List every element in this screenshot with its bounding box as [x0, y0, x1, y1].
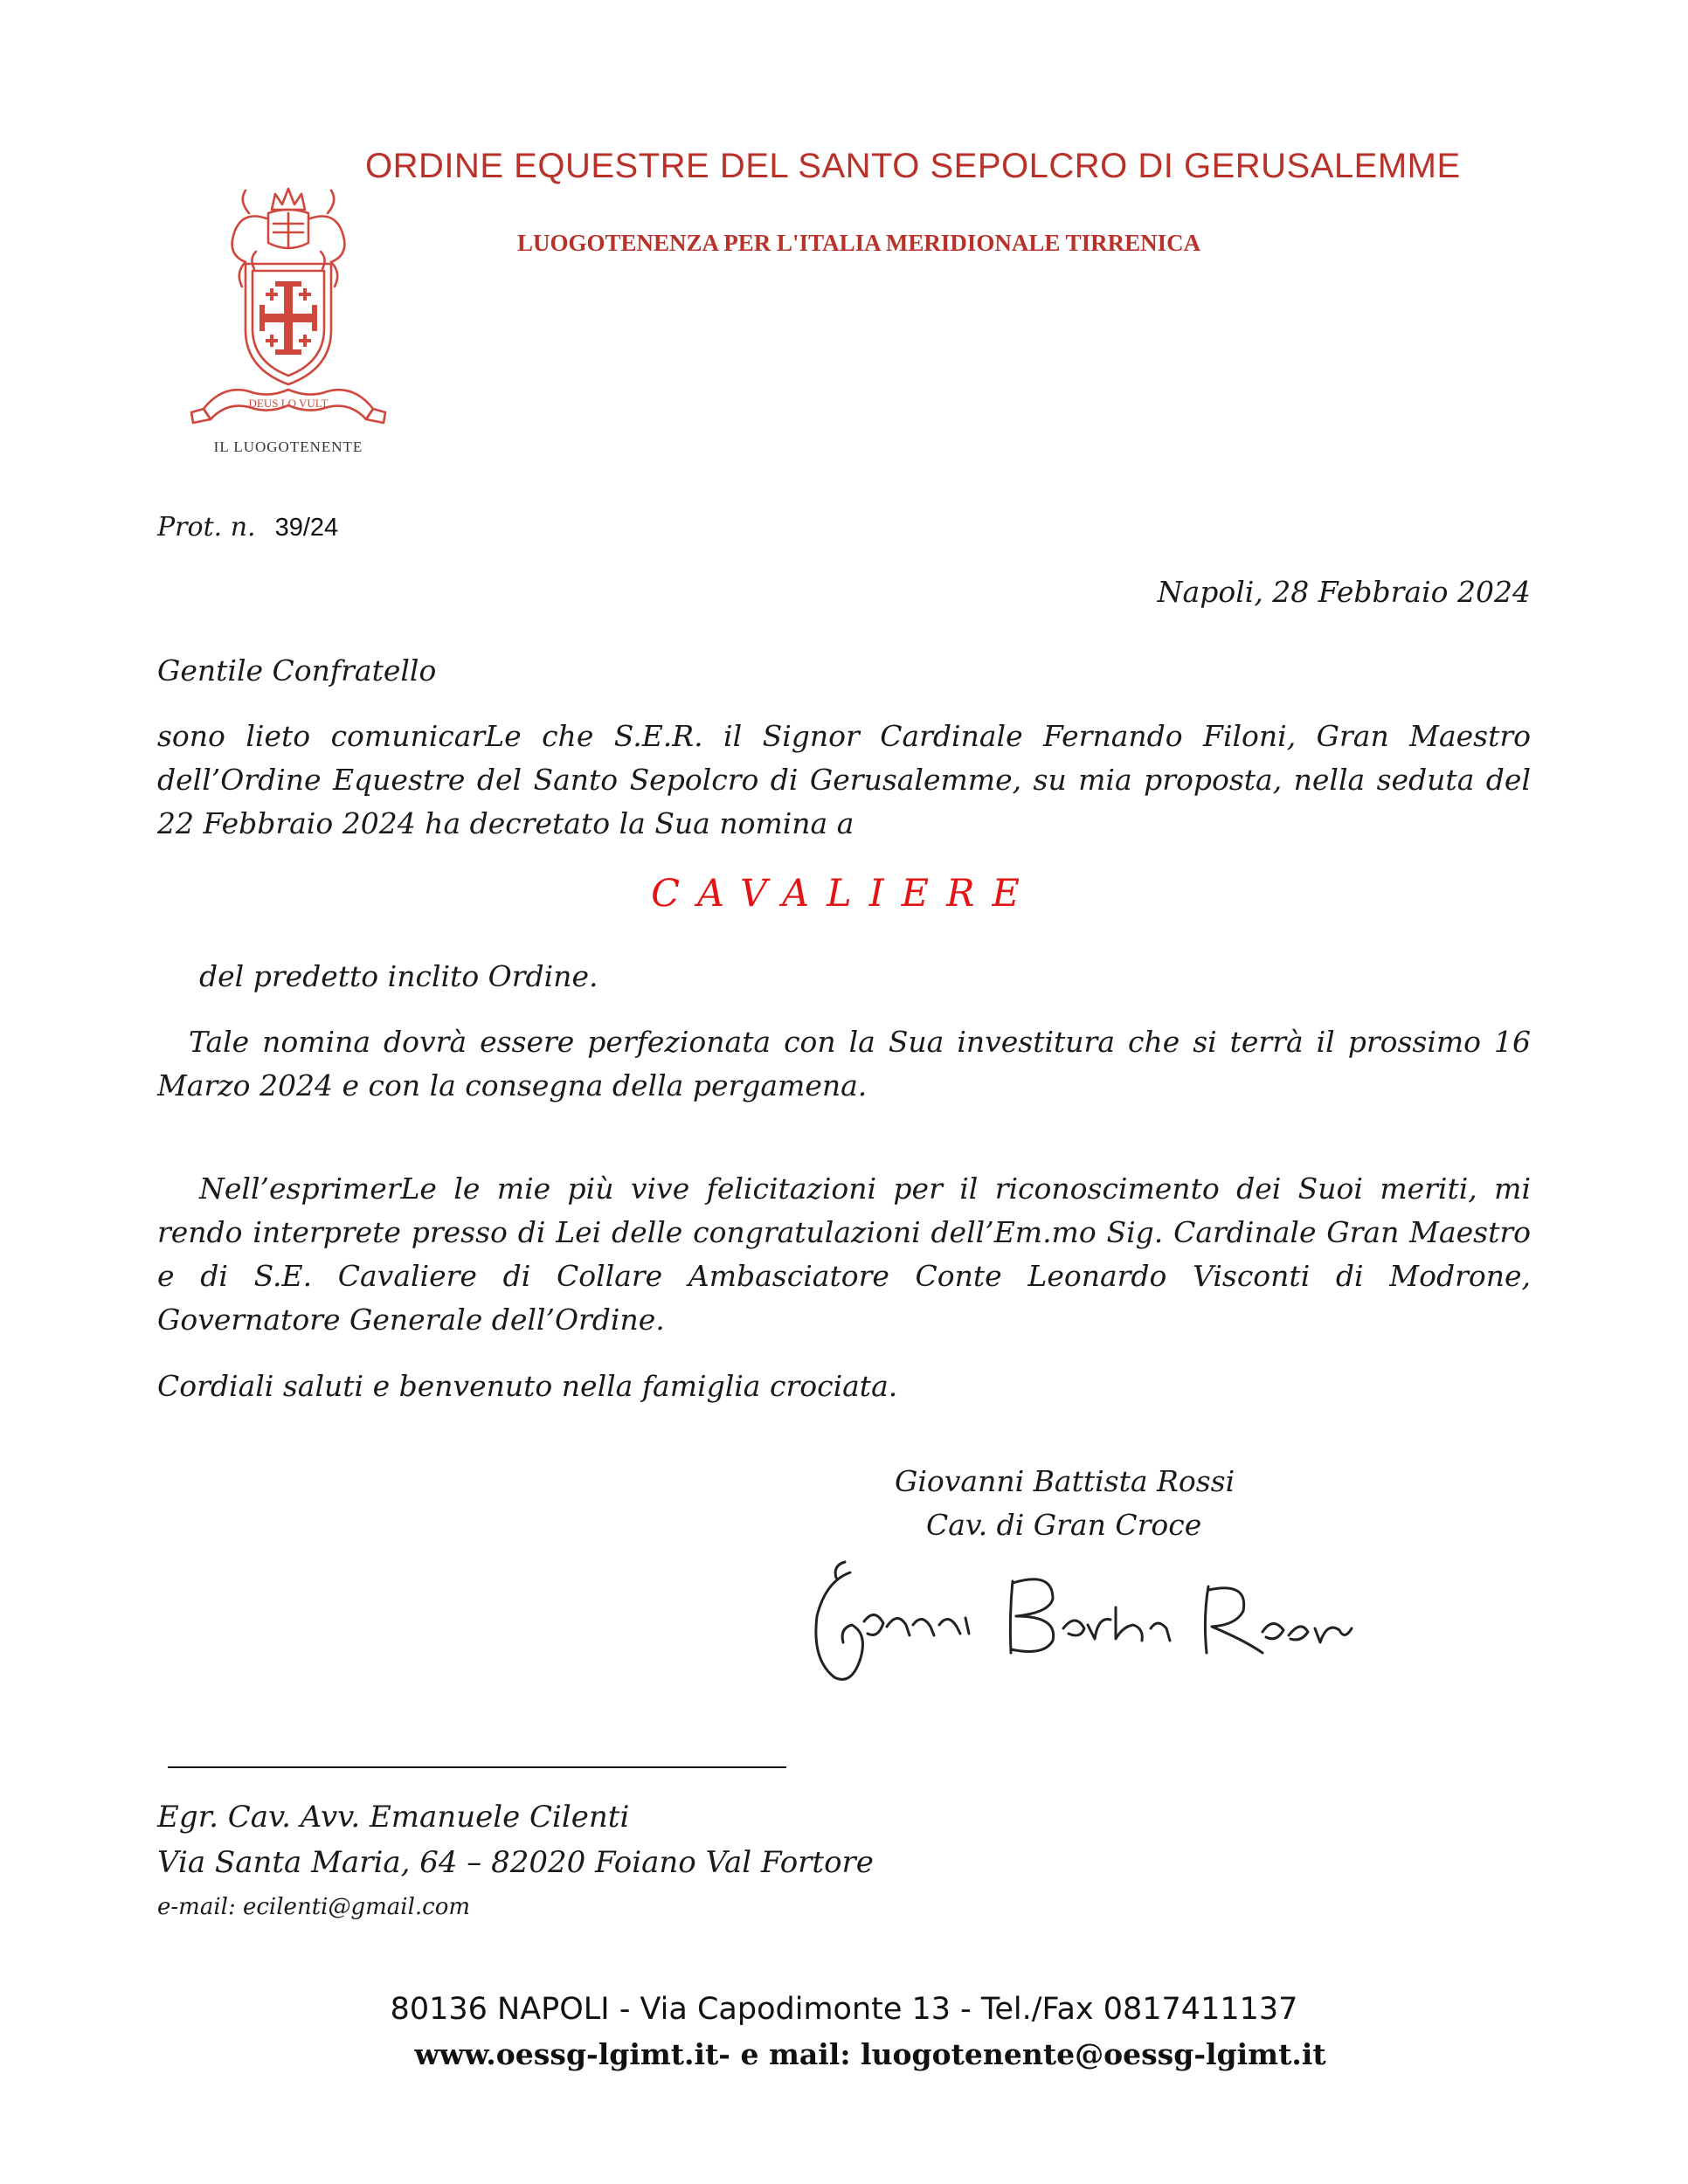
- salutation: Gentile Confratello: [157, 653, 437, 688]
- signatory-name: Giovanni Battista Rossi: [895, 1464, 1235, 1498]
- protocol-label: Prot. n.: [157, 512, 256, 543]
- organization-name: ORDINE EQUESTRE DEL SANTO SEPOLCRO DI GERUSALEMME: [365, 147, 1461, 185]
- organization-subtitle: LUOGOTENENZA PER L'ITALIA MERIDIONALE TIRRENICA: [517, 230, 1201, 256]
- protocol-number: [157, 512, 338, 543]
- crest-caption: IL LUOGOTENENTE: [213, 439, 363, 455]
- recipient-email: e-mail: ecilenti@gmail.com: [157, 1894, 471, 1920]
- paragraph-nomination: sono lieto comunicarLe che S.E.R. il Signor Cardinale Fernando Filoni, Gran Maestro dell’Ordine Equestre del Santo Sepolcro di Gerusalemme, su mia proposta, nella seduta del 22 Febbraio 2024 ha decretato la Sua nomina a: [157, 719, 1531, 840]
- paragraph-order: del predetto inclito Ordine.: [199, 959, 598, 993]
- paragraph-congratulations: Nell’esprimerLe le mie più vive felicitazioni per il riconoscimento dei Suoi meriti, mi rendo interprete presso di Lei delle congratulazioni dell’Em.mo Sig. Cardinale Gran Maestro e di S.E. Cavaliere di Collare Ambasciatore Conte Leonardo Visconti di Modrone, Governatore Generale dell’Ordine.: [157, 1171, 1531, 1337]
- closing-line: Cordiali saluti e benvenuto nella famiglia crociata.: [157, 1369, 898, 1403]
- footer-web: www.oessg-lgimt.it- e mail: luogotenente@oessg-lgimt.it: [414, 2037, 1326, 2071]
- protocol-value: 39/24: [274, 514, 339, 542]
- handwritten-signature: [791, 1555, 1367, 1699]
- rank-title: CAVALIERE: [651, 872, 1037, 916]
- recipient-address: Via Santa Maria, 64 – 82020 Foiano Val Fortore: [157, 1845, 874, 1880]
- order-crest-icon: [188, 175, 389, 428]
- paragraph-investiture: Tale nomina dovrà essere perfezionata con la Sua investitura che si terrà il prossimo 16 Marzo 2024 e con la consegna della pergamena.: [157, 1025, 1531, 1102]
- signatory-title: Cav. di Gran Croce: [926, 1508, 1202, 1542]
- recipient-divider: [168, 1766, 786, 1768]
- footer-address: 80136 NAPOLI - Via Capodimonte 13 - Tel./Fax 0817411137: [390, 1992, 1298, 2027]
- letter-date: Napoli, 28 Febbraio 2024: [1157, 575, 1531, 609]
- svg-text:DEUS LO VULT: DEUS LO VULT: [248, 397, 329, 410]
- recipient-name: Egr. Cav. Avv. Emanuele Cilenti: [157, 1800, 630, 1835]
